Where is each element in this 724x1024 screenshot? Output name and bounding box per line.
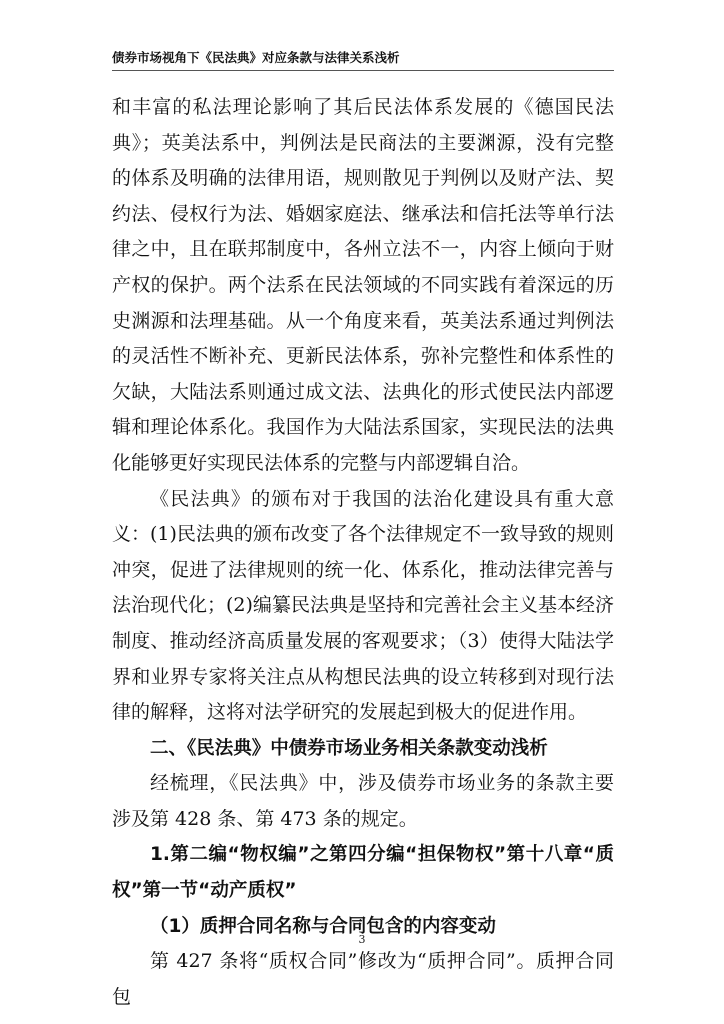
- subsection-heading: 1.第二编“物权编”之第四分编“担保物权”第十八章“质权”第一节“动产质权”: [112, 844, 614, 902]
- section-heading: 二、《民法典》中债券市场业务相关条款变动浅析: [150, 737, 548, 759]
- header-divider: [112, 70, 614, 71]
- paragraph-legal-systems: 和丰富的私法理论影响了其后民法体系发展的《德国民法典》；英美法系中，判例法是民商法的主要渊源，没有完整的体系及明确的法律用语，规则散见于判例以及财产法、契约法、侵权行为法、婚姻家庭法、继承法和信托法等单行法律之中，且在联邦制度中，各州立法不一，内容上倾向于财产权的保护。两个法系在民法领域的不同实践有着深远的历史渊源和法理基础。从一个角度来看，英美法系通过判例法的灵活性不断补充、更新民法体系，弥补完整性和体系性的欠缺，大陆法系则通过成文法、法典化的形式使民法内部逻辑和理论体系化。我国作为大陆法系国家，实现民法的法典化能够更好实现民法体系的完整与内部逻辑自洽。: [112, 96, 614, 474]
- paragraph-article-427: 第 427 条将“质权合同”修改为“质押合同”。质押合同包: [112, 950, 614, 1008]
- paragraph-article-overview: 经梳理，《民法典》中，涉及债券市场业务的条款主要涉及第 428 条、第 473 条的规定。: [112, 772, 614, 830]
- running-header: 债券市场视角下《民法典》对应条款与法律关系浅析: [112, 50, 400, 65]
- paragraph-civil-code-significance: 《民法典》的颁布对于我国的法治化建设具有重大意义：(1)民法典的颁布改变了各个法律规定不一致导致的规则冲突，促进了法律规则的统一化、体系化，推动法律完善与法治现代化；(2)编纂民法典是坚持和完善社会主义基本经济制度、推动经济高质量发展的客观要求；（3）使得大陆法学界和业界专家将关注点从构想民法典的设立转移到对现行法律的解释，这将对法学研究的发展起到极大的促进作用。: [112, 487, 614, 724]
- document-body: [112, 90, 614, 1015]
- sub-subsection-heading: （1）质押合同名称与合同包含的内容变动: [150, 915, 496, 937]
- page-number: 3: [358, 933, 366, 946]
